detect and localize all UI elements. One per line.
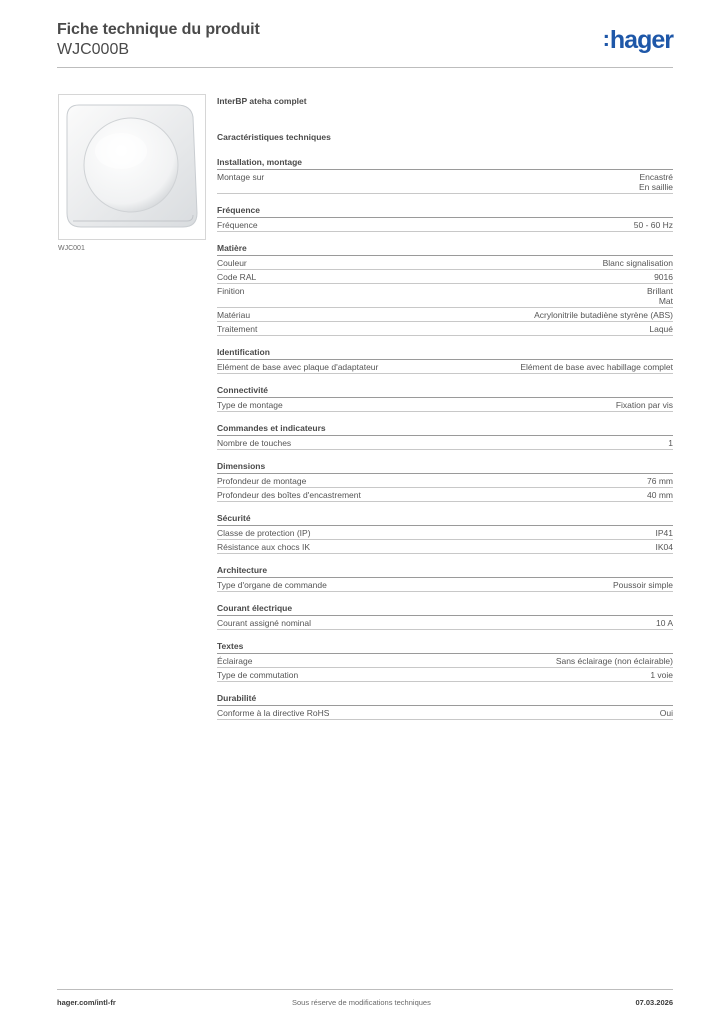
spec-row bbox=[217, 308, 673, 322]
spec-value: Poussoir simple bbox=[613, 580, 673, 590]
spec-row bbox=[217, 218, 673, 232]
spec-value: Acrylonitrile butadiène styrène (ABS) bbox=[534, 310, 673, 320]
footer-date: 07.03.2026 bbox=[635, 998, 673, 1007]
spec-values bbox=[647, 476, 673, 486]
spec-group-title: Identification bbox=[217, 347, 673, 360]
spec-group-title: Commandes et indicateurs bbox=[217, 423, 673, 436]
section-heading: Caractéristiques techniques bbox=[217, 132, 331, 142]
spec-values bbox=[613, 580, 673, 590]
spec-label: Finition bbox=[217, 286, 245, 296]
spec-group bbox=[217, 243, 673, 336]
document-title: Fiche technique du produit bbox=[57, 21, 260, 38]
image-caption: WJC001 bbox=[58, 245, 85, 252]
spec-group bbox=[217, 603, 673, 630]
spec-values bbox=[668, 438, 673, 448]
spec-value: Encastré bbox=[639, 172, 673, 182]
spec-group-title: Dimensions bbox=[217, 461, 673, 474]
footer-site: hager.com/intl-fr bbox=[57, 998, 116, 1007]
spec-value: 1 voie bbox=[650, 670, 673, 680]
spec-group-title: Connectivité bbox=[217, 385, 673, 398]
spec-group bbox=[217, 205, 673, 232]
spec-value: 9016 bbox=[654, 272, 673, 282]
spec-values bbox=[639, 172, 673, 192]
spec-label: Conforme à la directive RoHS bbox=[217, 708, 330, 718]
spec-group bbox=[217, 565, 673, 592]
spec-value: Elément de base avec habillage complet bbox=[520, 362, 673, 372]
product-image bbox=[58, 94, 206, 240]
hager-logo: :hager bbox=[602, 26, 673, 54]
spec-values bbox=[654, 272, 673, 282]
spec-values bbox=[650, 670, 673, 680]
spec-label: Montage sur bbox=[217, 172, 265, 182]
spec-label: Elément de base avec plaque d'adaptateur bbox=[217, 362, 379, 372]
spec-label: Nombre de touches bbox=[217, 438, 292, 448]
spec-row bbox=[217, 256, 673, 270]
spec-label: Type de commutation bbox=[217, 670, 299, 680]
spec-label: Couleur bbox=[217, 258, 247, 268]
spec-label: Résistance aux chocs IK bbox=[217, 542, 311, 552]
spec-values bbox=[647, 286, 673, 306]
spec-value: IP41 bbox=[655, 528, 673, 538]
spec-group bbox=[217, 385, 673, 412]
spec-row bbox=[217, 284, 673, 308]
spec-group-title: Fréquence bbox=[217, 205, 673, 218]
spec-label: Fréquence bbox=[217, 220, 258, 230]
spec-row bbox=[217, 616, 673, 630]
spec-value: 10 A bbox=[655, 618, 673, 628]
spec-values bbox=[656, 618, 673, 628]
spec-group bbox=[217, 461, 673, 502]
spec-value: 50 - 60 Hz bbox=[633, 220, 673, 230]
spec-label: Type d'organe de commande bbox=[217, 580, 327, 590]
spec-row bbox=[217, 668, 673, 682]
spec-group bbox=[217, 347, 673, 374]
spec-label: Courant assigné nominal bbox=[217, 618, 312, 628]
spec-values bbox=[520, 362, 673, 372]
spec-value: En saillie bbox=[638, 182, 673, 192]
spec-values bbox=[616, 400, 673, 410]
spec-group bbox=[217, 423, 673, 450]
spec-value: Brillant bbox=[647, 286, 673, 296]
spec-value: IK04 bbox=[655, 542, 673, 552]
spec-value: Fixation par vis bbox=[615, 400, 673, 410]
product-name: InterBP ateha complet bbox=[217, 96, 307, 106]
spec-label: Traitement bbox=[217, 324, 258, 334]
spec-group-title: Matière bbox=[217, 243, 673, 256]
spec-value: Mat bbox=[658, 296, 673, 306]
spec-row bbox=[217, 654, 673, 668]
spec-label: Classe de protection (IP) bbox=[217, 528, 311, 538]
spec-value: Blanc signalisation bbox=[602, 258, 673, 268]
spec-group bbox=[217, 641, 673, 682]
spec-value: Sans éclairage (non éclairable) bbox=[555, 656, 673, 666]
spec-row bbox=[217, 706, 673, 720]
spec-value: Oui bbox=[659, 708, 673, 718]
spec-row bbox=[217, 474, 673, 488]
spec-row bbox=[217, 398, 673, 412]
logo-text: hager bbox=[609, 26, 673, 54]
footer-disclaimer: Sous réserve de modifications techniques bbox=[292, 998, 431, 1007]
spec-values bbox=[660, 708, 673, 718]
spec-group-title: Courant électrique bbox=[217, 603, 673, 616]
spec-label: Éclairage bbox=[217, 656, 253, 666]
spec-groups bbox=[217, 157, 673, 720]
spec-values bbox=[656, 542, 674, 552]
spec-values bbox=[656, 528, 674, 538]
spec-row bbox=[217, 170, 673, 194]
spec-row bbox=[217, 322, 673, 336]
spec-group-title: Textes bbox=[217, 641, 673, 654]
spec-group-title: Architecture bbox=[217, 565, 673, 578]
spec-value: 1 bbox=[668, 438, 673, 448]
spec-group bbox=[217, 513, 673, 554]
spec-row bbox=[217, 540, 673, 554]
spec-values bbox=[603, 258, 673, 268]
spec-label: Type de montage bbox=[217, 400, 283, 410]
spec-values bbox=[649, 324, 673, 334]
spec-row bbox=[217, 578, 673, 592]
spec-group-title: Durabilité bbox=[217, 693, 673, 706]
rotary-dimmer-product-photo bbox=[59, 95, 205, 239]
spec-group bbox=[217, 693, 673, 720]
spec-label: Profondeur des boîtes d'encastrement bbox=[217, 490, 361, 500]
spec-row bbox=[217, 526, 673, 540]
spec-values bbox=[634, 220, 673, 230]
spec-label: Matériau bbox=[217, 310, 251, 320]
spec-group-title: Installation, montage bbox=[217, 157, 673, 170]
spec-value: 76 mm bbox=[647, 476, 673, 486]
page-footer bbox=[57, 989, 673, 1007]
specifications bbox=[217, 95, 673, 731]
spec-row bbox=[217, 360, 673, 374]
spec-row bbox=[217, 270, 673, 284]
spec-row bbox=[217, 488, 673, 502]
spec-label: Profondeur de montage bbox=[217, 476, 307, 486]
spec-group-title: Sécurité bbox=[217, 513, 673, 526]
spec-group bbox=[217, 157, 673, 194]
spec-label: Code RAL bbox=[217, 272, 257, 282]
spec-row bbox=[217, 436, 673, 450]
product-reference: WJC000B bbox=[57, 41, 130, 58]
spec-values bbox=[534, 310, 673, 320]
spec-values bbox=[556, 656, 673, 666]
spec-value: 40 mm bbox=[647, 490, 673, 500]
page-header bbox=[57, 20, 673, 68]
spec-values bbox=[647, 490, 673, 500]
spec-value: Laqué bbox=[649, 324, 673, 334]
